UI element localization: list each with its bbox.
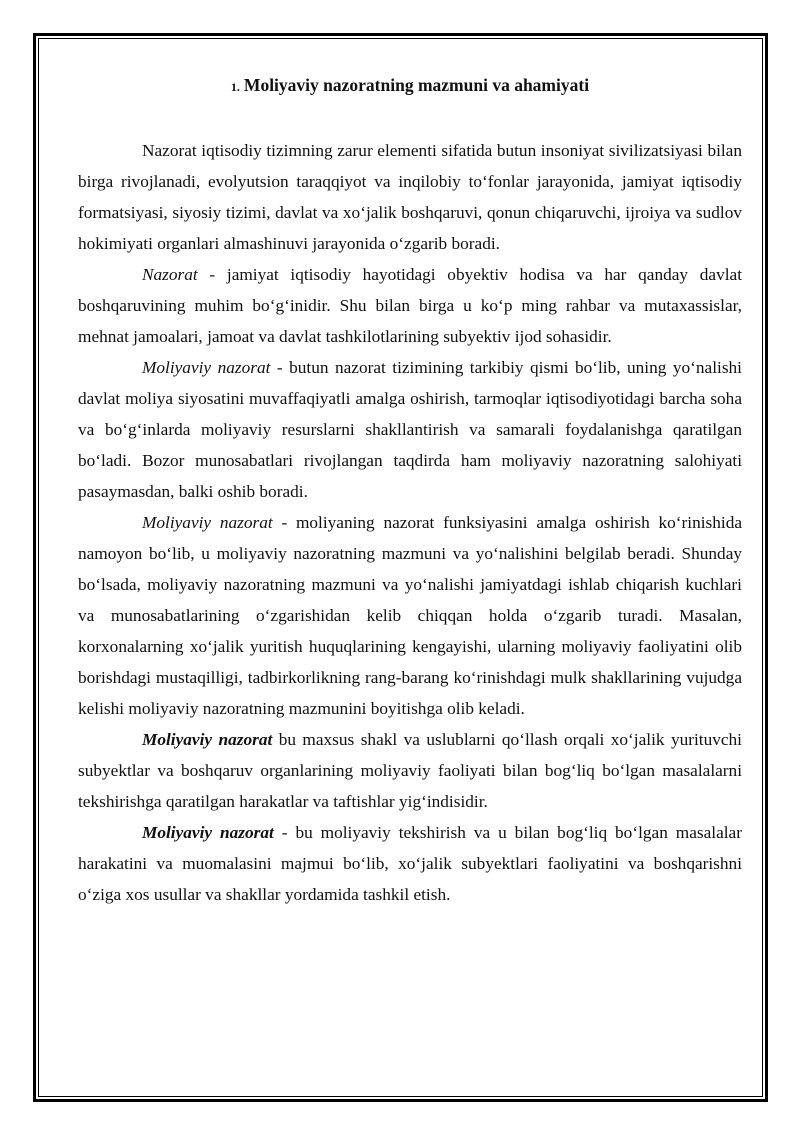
paragraph-6: [78, 817, 742, 910]
term-nazorat: Nazorat: [142, 265, 198, 284]
term-moliyaviy-nazorat-bold: Moliyaviy nazorat: [142, 823, 274, 842]
paragraph-text: - moliyaning nazorat funksiyasini amalga oshirish ko‘rinishida namoyon bo‘lib, u moliyaviy nazoratning mazmuni va yo‘nalishini belgilab beradi. Shunday bo‘lsada, moliyaviy nazoratning mazmuni va yo‘nalishi jamiyatdagi ishlab chiqarish kuchlari va munosabatlarining o‘zgarishidan kelib chiqqan holda o‘zgarib turadi. Masalan, korxonalarning xo‘jalik yuritish huquqlarining kengayishi, ularning moliyaviy faoliyatini olib borishdagi mustaqilligi, tadbirkorlikning rang-barang ko‘rinishdagi mulk shakllarining vujudga kelishi moliyaviy nazoratning mazmunini boyitishga olib keladi.: [78, 513, 743, 718]
paragraph-text: bu maxsus shakl va uslublarni qo‘llash orqali xo‘jalik yurituvchi subyektlar va boshqaruv organlarining moliyaviy faoliyati bilan bog‘liq bo‘lgan masalalarni tekshirishga qaratilgan harakatlar va taftishlar yig‘indisidir.: [78, 730, 742, 811]
paragraph-3: [78, 352, 742, 507]
paragraph-1: [78, 135, 742, 259]
paragraph-text: Nazorat iqtisodiy tizimning zarur elementi sifatida butun insoniyat sivilizatsiyasi bilan birga rivojlanadi, evolyutsion taraqqiyot va inqilobiy to‘fonlar jarayonida, jamiyat iqtisodiy formatsiyasi, siyosiy tizimi, davlat va xo‘jalik boshqaruvi, qonun chiqaruvchi, ijroiya va sudlov hokimiyati organlari almashinuvi jarayonida o‘zgarib boradi.: [78, 141, 742, 253]
term-moliyaviy-nazorat: Moliyaviy nazorat: [142, 358, 271, 377]
document-body: [78, 72, 742, 910]
term-moliyaviy-nazorat-bold: Moliyaviy nazorat: [142, 730, 273, 749]
term-moliyaviy-nazorat: Moliyaviy nazorat: [142, 513, 273, 532]
paragraph-5: [78, 724, 742, 817]
paragraph-text: - bu moliyaviy tekshirish va u bilan bog‘liq bo‘lgan masalalar harakatini va muomalasini majmui bo‘lib, xo‘jalik subyektlari faoliyatini va boshqarishni o‘ziga xos usullar va shakllar yordamida tashkil etish.: [78, 823, 742, 904]
paragraph-text: - butun nazorat tizimining tarkibiy qismi bo‘lib, uning yo‘nalishi davlat moliya siyosatini muvaffaqiyatli amalga oshirish, tarmoqlar iqtisodiyotidagi barcha soha va bo‘g‘inlarda moliyaviy resurslarni shakllantirish va samarali foydalanishga qaratilgan bo‘ladi. Bozor munosabatlari rivojlangan taqdirda ham moliyaviy nazoratning salohiyati pasaymasdan, balki oshib boradi.: [78, 358, 742, 501]
paragraph-4: [78, 507, 742, 724]
section-title-text: Moliyaviy nazoratning mazmuni va ahamiyati: [243, 75, 590, 95]
section-title: [78, 72, 742, 100]
paragraph-text: - jamiyat iqtisodiy hayotidagi obyektiv hodisa va har qanday davlat boshqaruvining muhim bo‘g‘inidir. Shu bilan birga u ko‘p ming rahbar va mutaxassislar, mehnat jamoalari, jamoat va davlat tashkilotlarining subyektiv ijod sohasidir.: [78, 265, 742, 346]
section-number: 1.: [230, 80, 240, 94]
paragraph-2: [78, 259, 742, 352]
